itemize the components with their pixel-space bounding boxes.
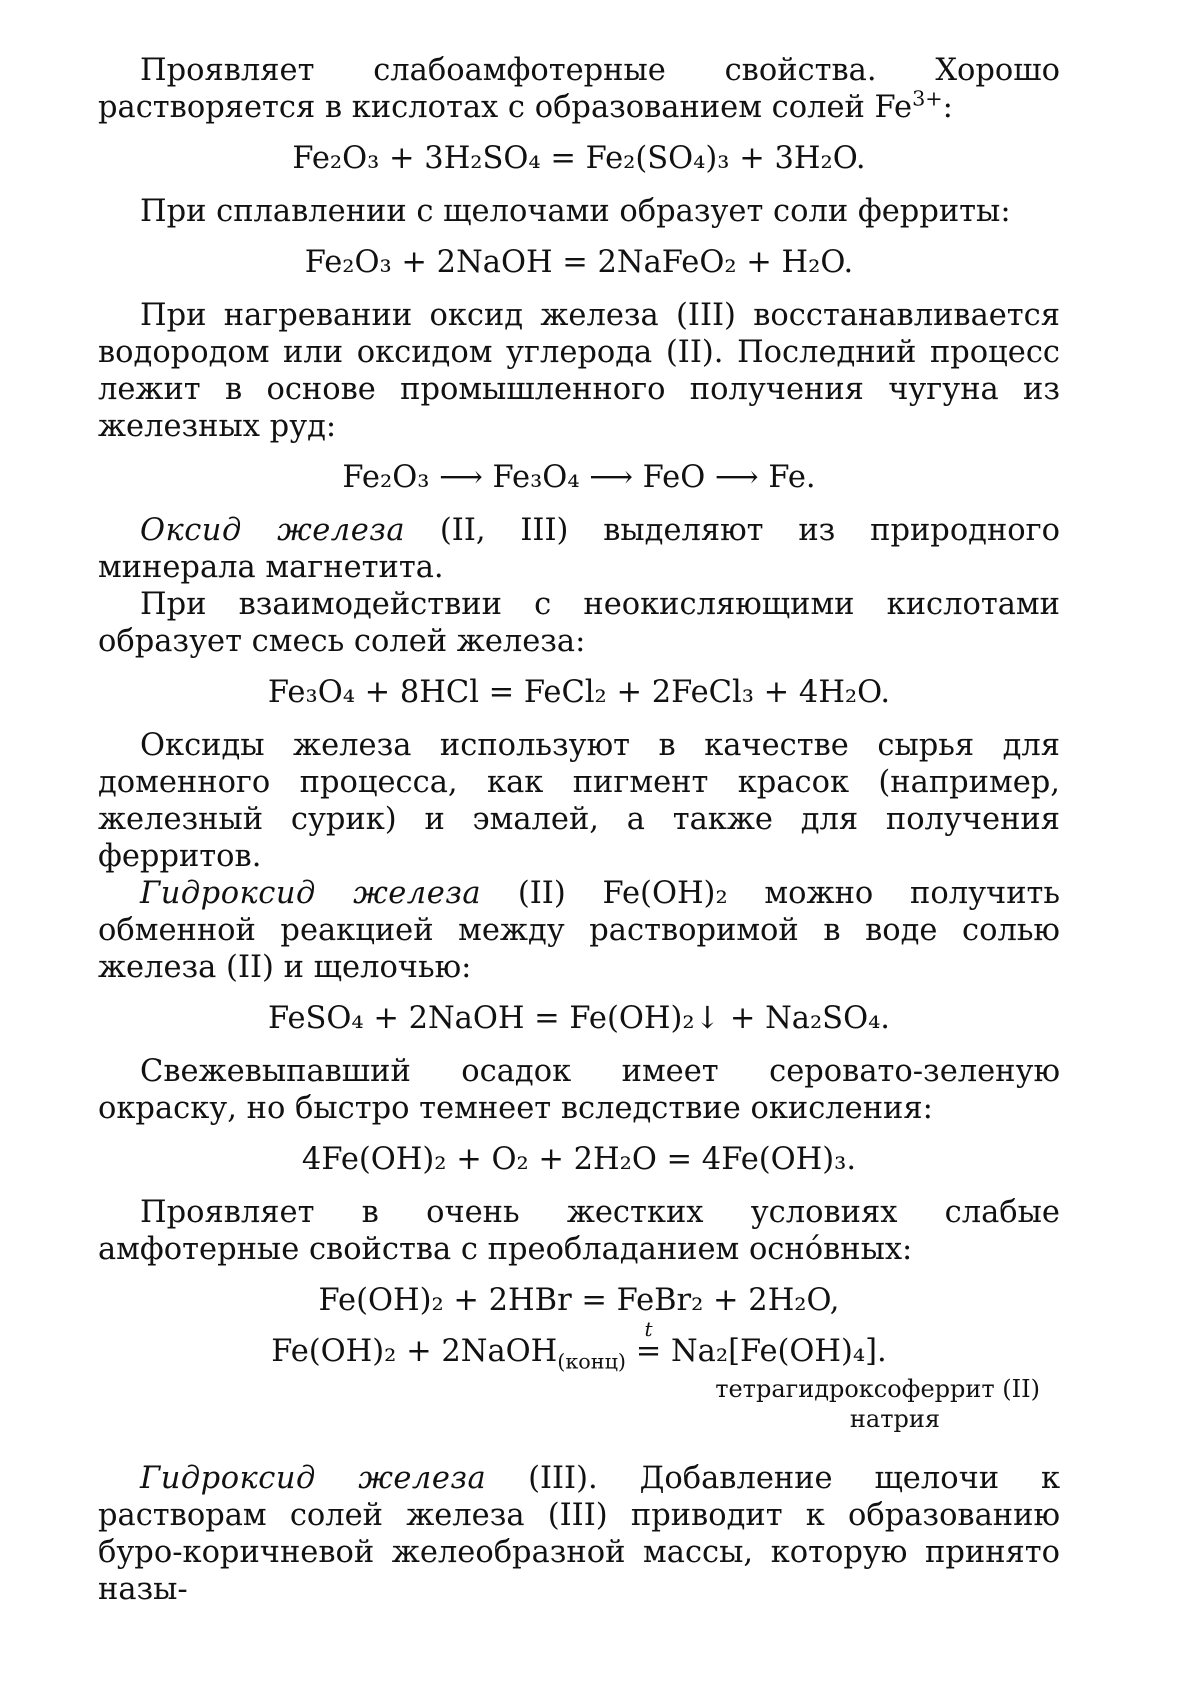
paragraph-text: (II) Fe(OH)₂ можно получить обменной реакцией между растворимой в воде солью железа (II) и щелочью:: [98, 876, 1060, 985]
paragraph-hydroxide-iii: [98, 1460, 1060, 1608]
paragraph-precipitate: Свежевыпавший осадок имеет серовато-зеленую окраску, но быстро темнеет вследствие окисления:: [98, 1054, 1060, 1126]
paragraph-amphoteric-weak: Проявляет в очень жестких условиях слабые амфотерные свойства с преобладанием осно́вных:: [98, 1195, 1060, 1267]
paragraph-ferrites: При сплавлении с щелочами образует соли ферриты:: [140, 194, 1011, 229]
equation-reduction-chain: Fe₂O₃ ⟶ Fe₃O₄ ⟶ FeO ⟶ Fe.: [342, 460, 816, 495]
equation-right: Na₂[Fe(OH)₄].: [661, 1334, 887, 1369]
equation-fe-oh2-hbr: Fe(OH)₂ + 2HBr = FeBr₂ + 2H₂O,: [318, 1283, 840, 1318]
note-line: натрия: [849, 1405, 940, 1433]
equation-fe2o3-naoh: Fe₂O₃ + 2NaOH = 2NaFeO₂ + H₂O.: [304, 245, 854, 280]
equation-subscript: (конц): [557, 1349, 627, 1374]
note-line: тетрагидроксоферрит (II): [715, 1375, 1040, 1403]
charge-superscript: 3+: [912, 86, 943, 111]
paragraph-reduction: При нагревании оксид железа (III) восстанавливается водородом или оксидом углерода (II). Последний процесс лежит в основе промышленного получения чугуна из железных руд:: [98, 298, 1060, 444]
paragraph-hydroxide-ii: [98, 875, 1060, 986]
paragraph-text: Проявляет слабоамфотерные свойства. Хорошо растворяется в кислотах с образованием солей Fe: [98, 53, 1060, 125]
paragraph-magnetite: [98, 512, 1060, 586]
term-iron-hydroxide: Гидроксид железа: [140, 876, 482, 911]
paragraph-acids: При взаимодействии с неокисляющими кислотами образует смесь солей железа:: [98, 587, 1060, 659]
term-iron-oxide: Оксид железа: [140, 513, 406, 548]
equals-with-condition: t =: [636, 1333, 662, 1370]
equation-fe2o3-h2so4: Fe₂O₃ + 3H₂SO₄ = Fe₂(SO₄)₃ + 3H₂O.: [292, 141, 866, 176]
equation-fe3o4-hcl: Fe₃O₄ + 8HCl = FeCl₂ + 2FeCl₃ + 4H₂O.: [267, 675, 891, 710]
equation-oxidation: 4Fe(OH)₂ + O₂ + 2H₂O = 4Fe(OH)₃.: [301, 1142, 857, 1177]
term-iron-hydroxide: Гидроксид железа: [140, 1461, 487, 1496]
paragraph-text: (II, III) выделяют из природного минерала магнетита.: [98, 513, 1060, 585]
equation-feso4-naoh: FeSO₄ + 2NaOH = Fe(OH)₂↓ + Na₂SO₄.: [267, 1001, 891, 1036]
paragraph-text-end: :: [942, 90, 953, 125]
condition-label: t: [644, 1317, 653, 1341]
paragraph-amphoteric: [98, 52, 1060, 126]
paragraph-uses: Оксиды железа используют в качестве сырья для доменного процесса, как пигмент красок (например, железный сурик) и эмалей, а также для получения ферритов.: [98, 728, 1060, 874]
equation-fe-oh2-naoh: [98, 1317, 1060, 1374]
equation-left: Fe(OH)₂ + 2NaOH: [271, 1334, 558, 1369]
product-name-note: [98, 1374, 1060, 1434]
paragraph-text: (III). Добавление щелочи к растворам солей железа (III) приводит к образованию буро-коричневой желеобразной массы, которую принято назы-: [98, 1461, 1061, 1607]
